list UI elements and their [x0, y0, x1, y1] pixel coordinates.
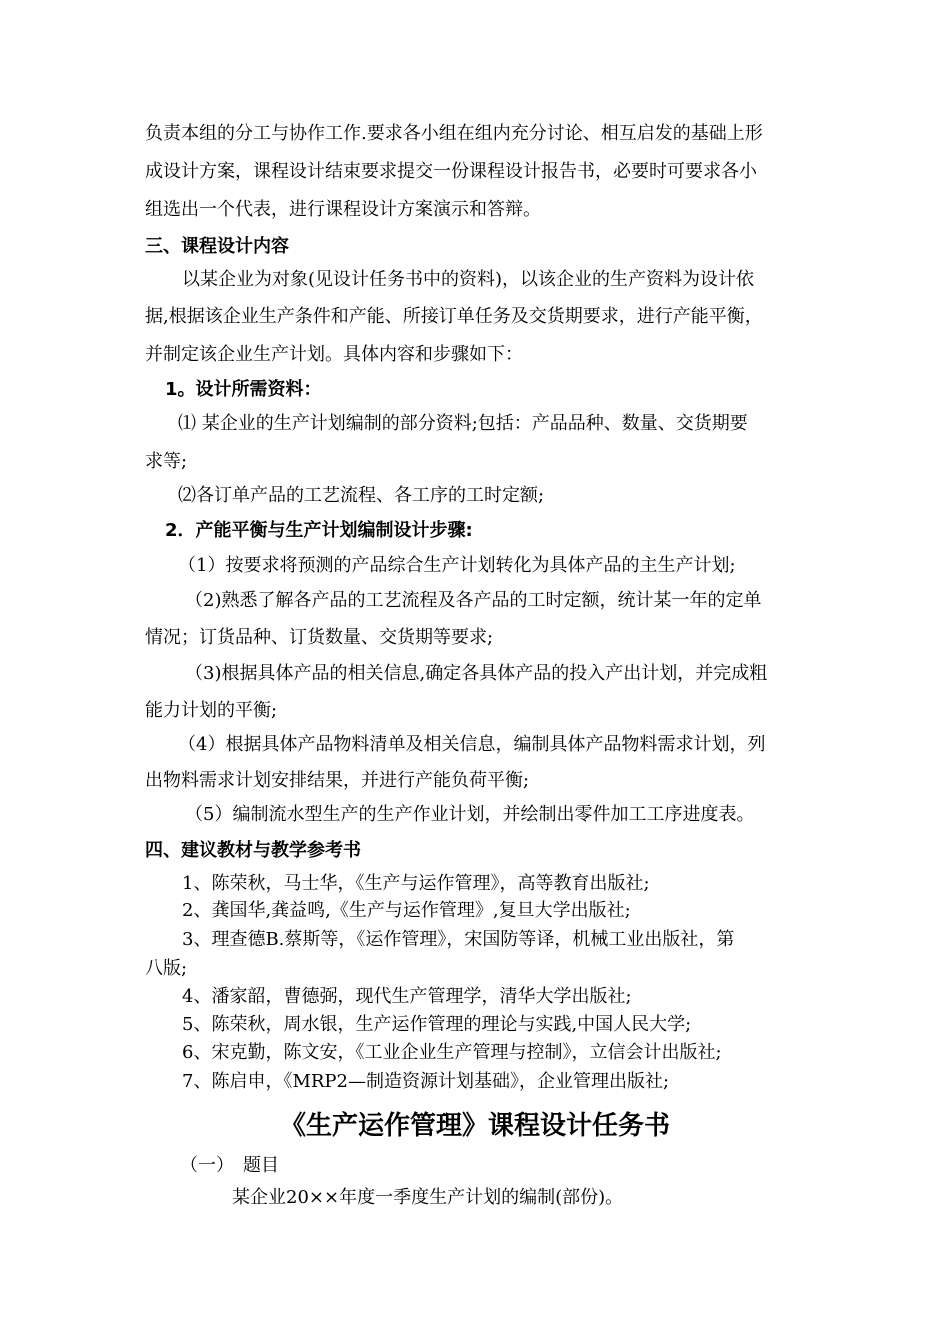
step2-item: 情况；订货品种、订货数量、交货期等要求; [145, 627, 494, 648]
task-book-title: 《生产运作管理》课程设计任务书 [279, 1111, 670, 1141]
reference-item: 八版; [145, 958, 188, 979]
step1-item: ⑵各订单产品的工艺流程、各工序的工时定额; [178, 485, 545, 506]
section3-para-line: 据,根据该企业生产条件和产能、所接订单任务及交货期要求，进行产能平衡， [145, 306, 763, 327]
step2-item: （5）编制流水型生产的生产作业计划，并绘制出零件加工工序进度表。 [185, 804, 755, 825]
step2-item: （1）按要求将预测的产品综合生产计划转化为具体产品的主生产计划; [178, 555, 736, 576]
reference-item: 1、陈荣秋，马士华，《生产与运作管理》，高等教育出版社; [182, 873, 650, 894]
task-topic: 某企业20××年度一季度生产计划的编制(部份)。 [232, 1187, 624, 1208]
step2-item: 能力计划的平衡; [145, 700, 278, 721]
section-heading-3: 三、课程设计内容 [145, 236, 289, 257]
step1-item: 求等; [145, 451, 188, 472]
reference-item: 4、潘家韶，曹德弼，现代生产管理学，清华大学出版社; [182, 986, 632, 1007]
section-heading-4: 四、建议教材与教学参考书 [145, 840, 361, 861]
step1-item: ⑴ 某企业的生产计划编制的部分资料;包括：产品品种、数量、交货期要 [178, 413, 748, 434]
step2-item: 出物料需求计划安排结果，并进行产能负荷平衡; [145, 770, 530, 791]
reference-item: 5、陈荣秋，周水银，生产运作管理的理论与实践,中国人民大学; [182, 1014, 692, 1035]
step1-heading: 1。设计所需资料： [165, 379, 322, 400]
task-sub-heading: （一） 题目 [180, 1155, 279, 1176]
intro-line: 负责本组的分工与协作工作.要求各小组在组内充分讨论、相互启发的基础上形 [145, 123, 763, 144]
section3-para-line: 并制定该企业生产计划。具体内容和步骤如下： [145, 344, 523, 365]
intro-line: 组选出一个代表，进行课程设计方案演示和答辩。 [145, 199, 541, 220]
intro-line: 成设计方案，课程设计结束要求提交一份课程设计报告书，必要时可要求各小 [145, 161, 757, 182]
section3-para-line: 以某企业为对象(见设计任务书中的资料)，以该企业的生产资料为设计依 [182, 269, 755, 290]
step2-item: （3)根据具体产品的相关信息,确定各具体产品的投入产出计划，并完成粗 [185, 663, 768, 684]
reference-item: 2、龚国华,龚益鸣,《生产与运作管理》,复旦大学出版社; [182, 900, 631, 921]
step2-item: （2)熟悉了解各产品的工艺流程及各产品的工时定额，统计某一年的定单 [185, 590, 762, 611]
reference-item: 7、陈启申，《MRP2—制造资源计划基础》，企业管理出版社; [182, 1071, 670, 1092]
reference-item: 3、理查德B.蔡斯等，《运作管理》，宋国防等译，机械工业出版社，第 [182, 929, 735, 950]
reference-item: 6、宋克勤，陈文安，《工业企业生产管理与控制》，立信会计出版社; [182, 1042, 722, 1063]
step2-heading: 2．产能平衡与生产计划编制设计步骤: [165, 520, 473, 541]
step2-item: （4）根据具体产品物料清单及相关信息，编制具体产品物料需求计划，列 [178, 734, 766, 755]
